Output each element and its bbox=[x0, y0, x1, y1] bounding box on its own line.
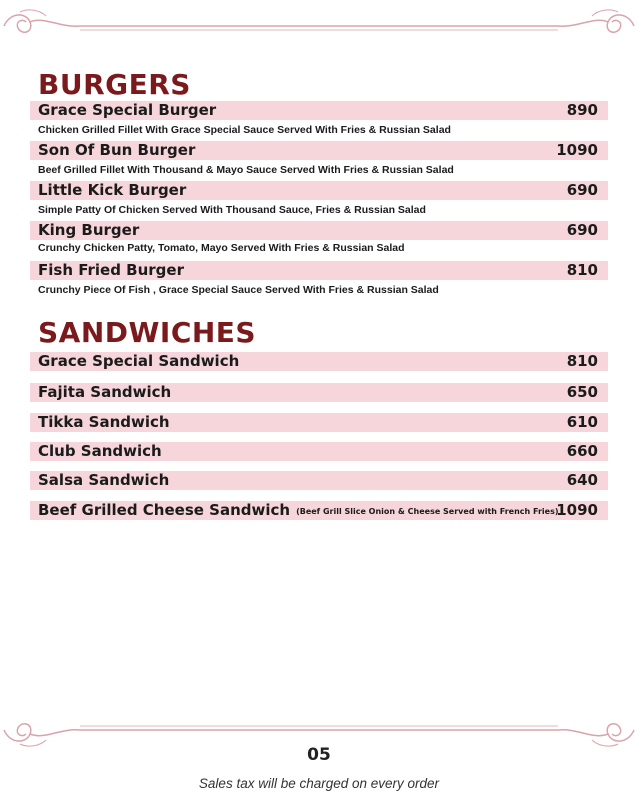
menu-item-name: Grace Special Burger bbox=[38, 101, 217, 119]
menu-item-price: 1090 bbox=[556, 141, 598, 159]
menu-item-name: Son Of Bun Burger bbox=[38, 141, 196, 159]
top-ornament-divider bbox=[0, 6, 638, 46]
menu-item-price: 660 bbox=[566, 442, 598, 460]
menu-item-name: Fajita Sandwich bbox=[38, 383, 172, 401]
sales-tax-note: Sales tax will be charged on every order bbox=[198, 776, 440, 791]
page-number: 05 bbox=[307, 745, 331, 765]
menu-item-note: (Beef Grill Slice Onion & Cheese Served with French Fries) bbox=[296, 507, 559, 516]
menu-item-name-text: Beef Grilled Cheese Sandwich bbox=[38, 501, 291, 519]
menu-item-price: 1090 bbox=[556, 501, 598, 519]
menu-item-description: Crunchy Piece Of Fish , Grace Special Sauce Served With Fries & Russian Salad bbox=[38, 284, 439, 296]
menu-item-price: 810 bbox=[566, 352, 598, 370]
menu-item-price: 640 bbox=[566, 471, 598, 489]
menu-item-name: Grace Special Sandwich bbox=[38, 352, 240, 370]
burgers-section-title: BURGERS bbox=[38, 68, 191, 101]
menu-item-name: Little Kick Burger bbox=[38, 181, 187, 199]
menu-item-description: Chicken Grilled Fillet With Grace Special Sauce Served With Fries & Russian Salad bbox=[38, 124, 451, 136]
menu-item-name bbox=[38, 501, 559, 521]
menu-item-description: Simple Patty Of Chicken Served With Thousand Sauce, Fries & Russian Salad bbox=[38, 204, 426, 216]
menu-item-name: King Burger bbox=[38, 221, 140, 239]
menu-item-price: 690 bbox=[566, 181, 598, 199]
bottom-ornament-divider bbox=[0, 710, 638, 750]
menu-item-price: 690 bbox=[566, 221, 598, 239]
menu-item-price: 810 bbox=[566, 261, 598, 279]
menu-item-name: Fish Fried Burger bbox=[38, 261, 184, 279]
menu-item-description: Beef Grilled Fillet With Thousand & Mayo Sauce Served With Fries & Russian Salad bbox=[38, 164, 454, 176]
menu-item-description: Crunchy Chicken Patty, Tomato, Mayo Served With Fries & Russian Salad bbox=[38, 242, 405, 254]
menu-item-name: Salsa Sandwich bbox=[38, 471, 170, 489]
menu-item-name: Tikka Sandwich bbox=[38, 413, 170, 431]
menu-item-price: 610 bbox=[566, 413, 598, 431]
menu-item-price: 890 bbox=[566, 101, 598, 119]
menu-item-price: 650 bbox=[566, 383, 598, 401]
menu-item-name: Club Sandwich bbox=[38, 442, 162, 460]
sandwiches-section-title: SANDWICHES bbox=[38, 316, 257, 349]
